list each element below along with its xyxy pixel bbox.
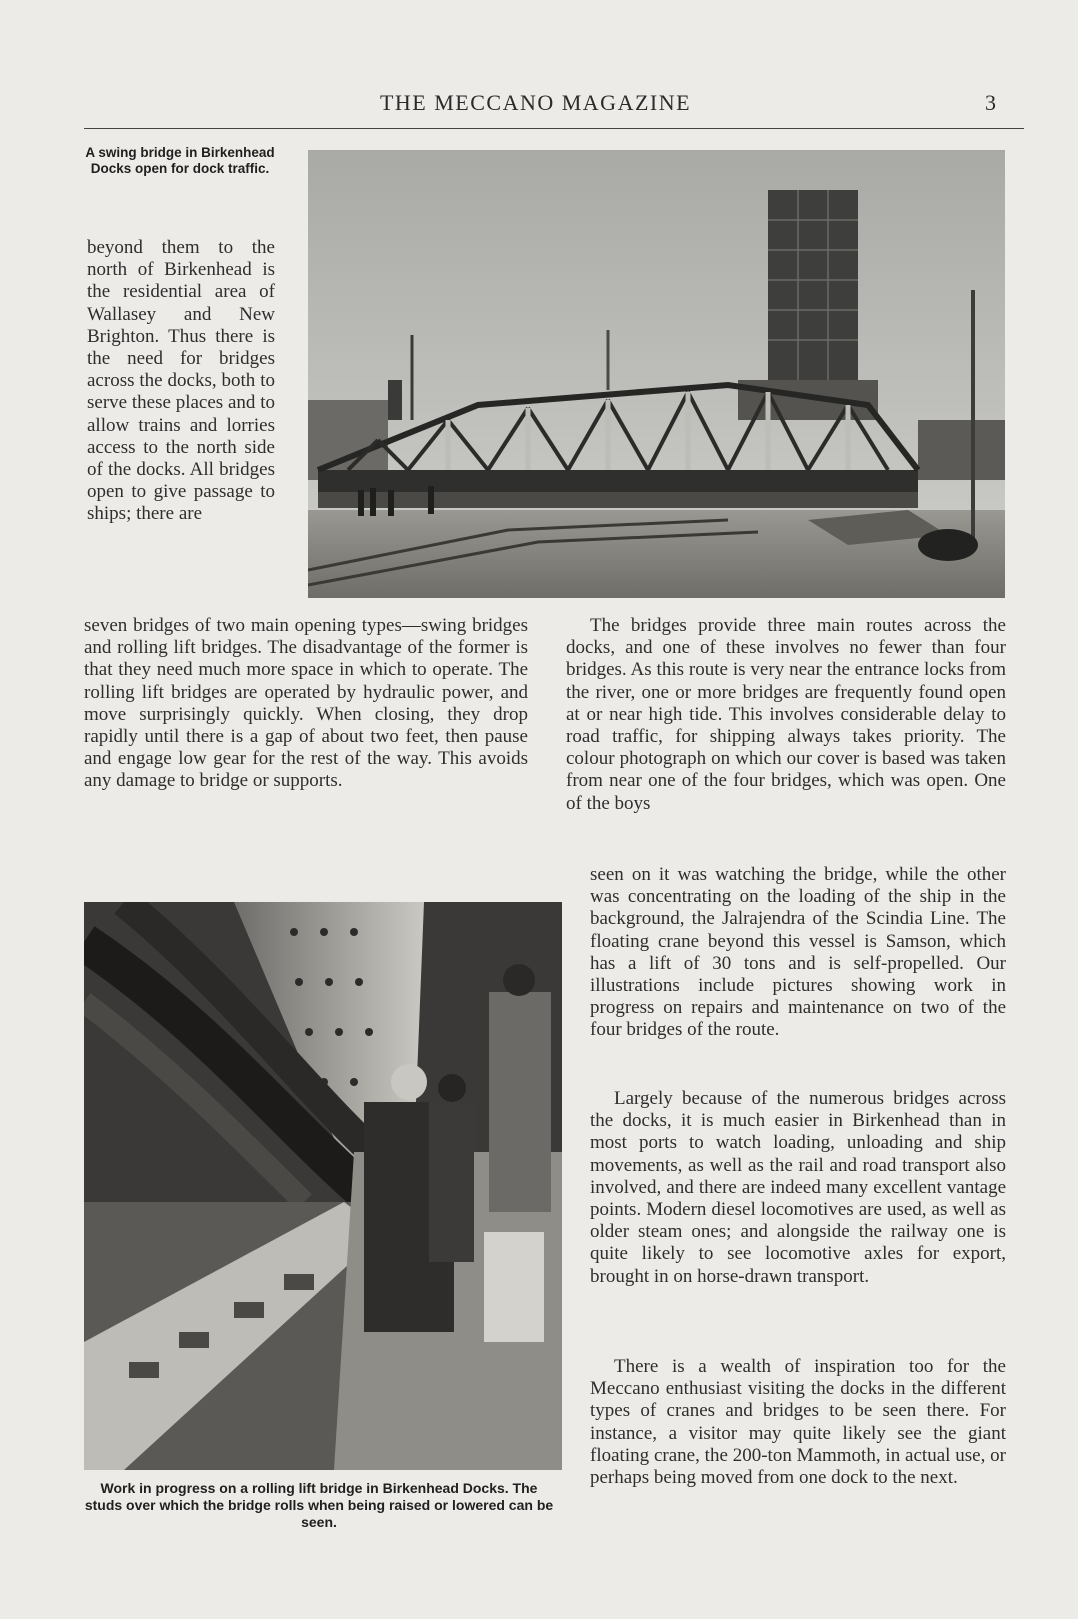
- swing-bridge-image: [308, 150, 1005, 598]
- article-col2-para1-wide: The bridges provide three main routes across the docks, and one of these involves no fewer than four bridges. As this route is very near the entrance locks from the river, one or more bridges are frequently found open at or near high tide. This involves considerable delay to road traffic, for shipping always takes priority. The colour photograph on which our cover is based was taken from near one of the four bridges, which was open. One of the boys: [566, 615, 1006, 814]
- article-col1-narrow: beyond them to the north of Birkenhead is the residential area of Wallasey and New Brighton. Thus there is the need for bridges across the docks, both to serve these places and to allow trains and lorries access to the north side of the docks. All bridges open to give passage to ships; there are: [87, 237, 275, 525]
- rolling-lift-bridge-image: [84, 902, 562, 1470]
- article-col2-para3: There is a wealth of inspiration too for the Meccano enthusiast visiting the docks in the different types of cranes and bridges to be seen there. For instance, a visitor may quite likely see the giant floating crane, the 200-ton Mammoth, in actual use, or perhaps being moved from one dock to the next.: [590, 1356, 1006, 1489]
- article-col1-wide: seven bridges of two main opening types—swing bridges and rolling lift bridges. The disadvantage of the former is that they need much more space in which to operate. The rolling lift bridges are operated by hydraulic power, and move surprisingly quickly. When closing, they drop rapidly until there is a gap of about two feet, then pause and engage low gear for the rest of the way. This avoids any damage to bridge or supports.: [84, 615, 528, 792]
- swing-bridge-caption: A swing bridge in Birkenhead Docks open for dock traffic.: [85, 145, 275, 176]
- rolling-lift-bridge-photo: [84, 902, 562, 1470]
- page-number: 3: [985, 90, 996, 115]
- article-col2-para1-cont: seen on it was watching the bridge, while the other was concentrating on the loading of the ship in the background, the Jalrajendra of the Scindia Line. The floating crane beyond this vessel is Samson, which has a lift of 30 tons and is self-propelled. Our illustrations include pictures showing work in progress on repairs and maintenance on two of the four bridges of the route.: [590, 864, 1006, 1041]
- masthead: THE MECCANO MAGAZINE: [379, 90, 692, 115]
- swing-bridge-photo: [308, 150, 1005, 598]
- article-col2-para2: Largely because of the numerous bridges across the docks, it is much easier in Birkenhead than in most ports to watch loading, unloading and ship movements, as well as the rail and road transport also involved, and there are indeed many excellent vantage points. Modern diesel locomotives are used, as well as older steam ones; and alongside the railway one is quite likely to see locomotive axles for export, brought in on horse-drawn transport.: [590, 1088, 1006, 1287]
- page-header: [84, 88, 1024, 129]
- rolling-lift-bridge-caption: Work in progress on a rolling lift bridge in Birkenhead Docks. The studs over which the bridge rolls when being raised or lowered can be seen.: [84, 1480, 554, 1530]
